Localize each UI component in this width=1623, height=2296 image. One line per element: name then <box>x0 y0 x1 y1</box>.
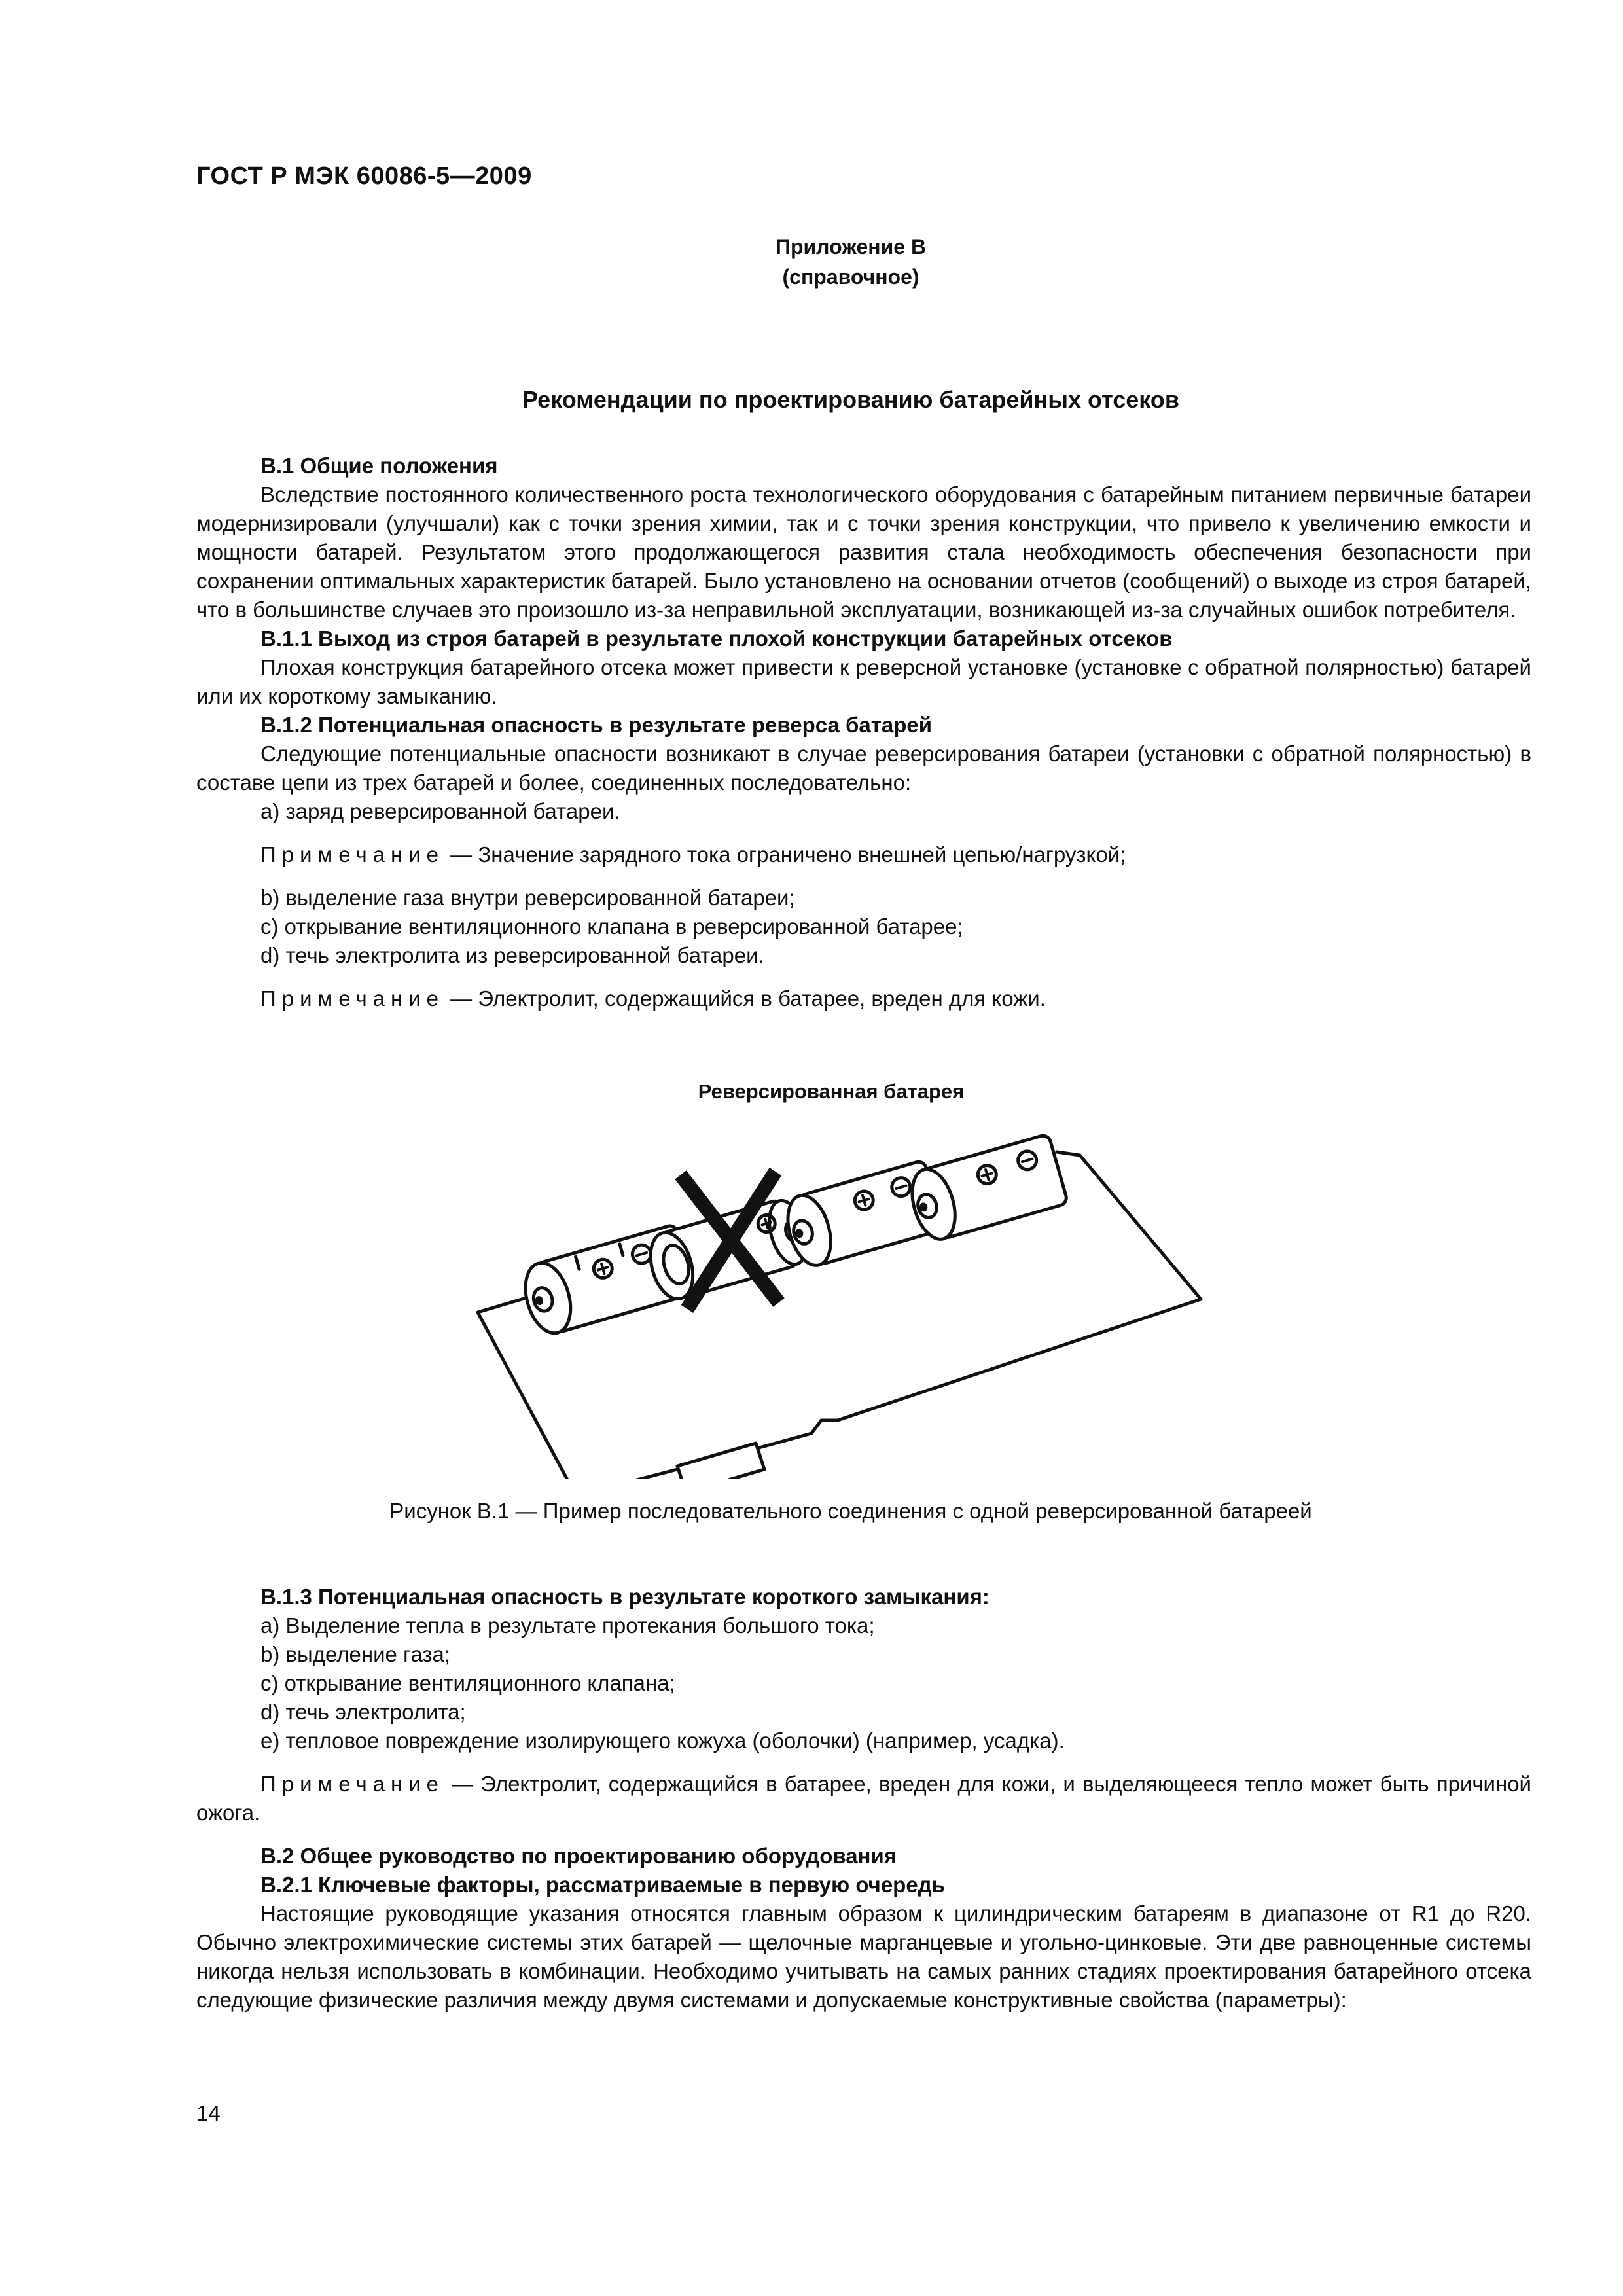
note-3 <box>196 1770 1531 1827</box>
appendix-block <box>0 232 1623 292</box>
b13-item-c: c) открывание вентиляционного клапана; <box>260 1671 675 1695</box>
list-item-d: d) течь электролита из реверсированной батареи. <box>260 943 764 967</box>
section-b1-to-b12 <box>196 452 1531 1013</box>
battery-circuit-figure <box>471 1113 1243 1482</box>
figure-label: Реверсированная батарея <box>698 1080 965 1103</box>
document-title: Рекомендации по проектированию батарейных отсеков <box>522 386 1179 413</box>
section-b21-text: Настоящие руководящие указания относятся главным образом к цилиндрическим батареям в диапазоне от R1 до R20. Обычно электрохимические системы этих батарей — щелочные марганцевые и угольно-цинковые. Эти две равноценные системы никогда нельзя использовать в комбинации. Необходимо учитывать на самых ранних стадиях проектирования батарейного отсека следующие физические различия между двумя системами и допускаемые конструктивные свойства (параметры): <box>196 1901 1531 2012</box>
appendix-title: Приложение В <box>775 235 927 259</box>
note-3-text: — Электролит, содержащийся в батарее, вреден для кожи, и выделяющееся тепло может быть причиной ожога. <box>196 1772 1531 1825</box>
list-item-a: а) заряд реверсированной батареи. <box>260 799 620 823</box>
note-1-label: Примечание <box>260 842 445 867</box>
section-b12-heading: В.1.2 Потенциальная опасность в результате реверса батарей <box>260 713 933 737</box>
section-b1-heading: В.1 Общие положения <box>260 454 498 478</box>
section-b11-text: Плохая конструкция батарейного отсека может привести к реверсной установке (установке с обратной полярностью) батарей или их короткому замыканию. <box>196 655 1531 708</box>
list-item-b: b) выделение газа внутри реверсированной батареи; <box>260 886 795 910</box>
standard-header: ГОСТ Р МЭК 60086-5—2009 <box>196 162 532 190</box>
section-b11-heading: В.1.1 Выход из строя батарей в результате плохой конструкции батарейных отсеков <box>260 626 1173 651</box>
section-b13-heading: В.1.3 Потенциальная опасность в результате короткого замыкания: <box>260 1585 990 1609</box>
battery-4 <box>905 1134 1068 1244</box>
note-1-text: — Значение зарядного тока ограничено внешней цепью/нагрузкой; <box>444 842 1126 867</box>
note-3-label: Примечание <box>260 1772 445 1796</box>
note-2-text: — Электролит, содержащийся в батарее, вреден для кожи. <box>444 986 1046 1011</box>
battery-circuit-diagram <box>471 1113 1243 1479</box>
note-1 <box>196 840 1531 869</box>
section-b13-to-b21 <box>196 1583 1531 2015</box>
page-number: 14 <box>196 2101 221 2125</box>
resistor <box>677 1443 764 1479</box>
section-b2-heading: В.2 Общее руководство по проектированию оборудования <box>260 1844 897 1868</box>
note-2-label: Примечание <box>260 986 445 1011</box>
figure-caption: Рисунок В.1 — Пример последовательного соединения с одной реверсированной батареей <box>389 1499 1312 1523</box>
b13-item-a: а) Выделение тепла в результате протекания большого тока; <box>260 1613 875 1638</box>
note-2 <box>196 984 1531 1013</box>
section-b12-text: Следующие потенциальные опасности возникают в случае реверсирования батареи (установки с обратной полярностью) в составе цепи из трех батарей и более, соединенных последовательно: <box>196 742 1531 795</box>
b13-item-b: b) выделение газа; <box>260 1642 451 1666</box>
b13-item-d: d) течь электролита; <box>260 1700 466 1724</box>
list-item-c: c) открывание вентиляционного клапана в реверсированной батарее; <box>260 914 963 939</box>
section-b21-heading: В.2.1 Ключевые факторы, рассматриваемые в первую очередь <box>260 1873 945 1897</box>
section-b1-text: Вследствие постоянного количественного роста технологического оборудования с батарейным питанием первичные батареи модернизировали (улучшали) как с точки зрения химии, так и с точки зрения конструкции, что привело к увеличению емкости и мощности батарей. Результатом этого продолжающегося развития стала необходимость обеспечения безопасности при сохранении оптимальных характеристик батарей. Было установлено на основании отчетов (сообщений) о выходе из строя батарей, что в большинстве случаев это произошло из-за неправильной эксплуатации, возникающей из-за случайных ошибок потребителя. <box>196 482 1531 622</box>
appendix-type: (справочное) <box>782 265 919 289</box>
b13-item-e: e) тепловое повреждение изолирующего кожуха (оболочки) (например, усадка). <box>260 1729 1065 1753</box>
